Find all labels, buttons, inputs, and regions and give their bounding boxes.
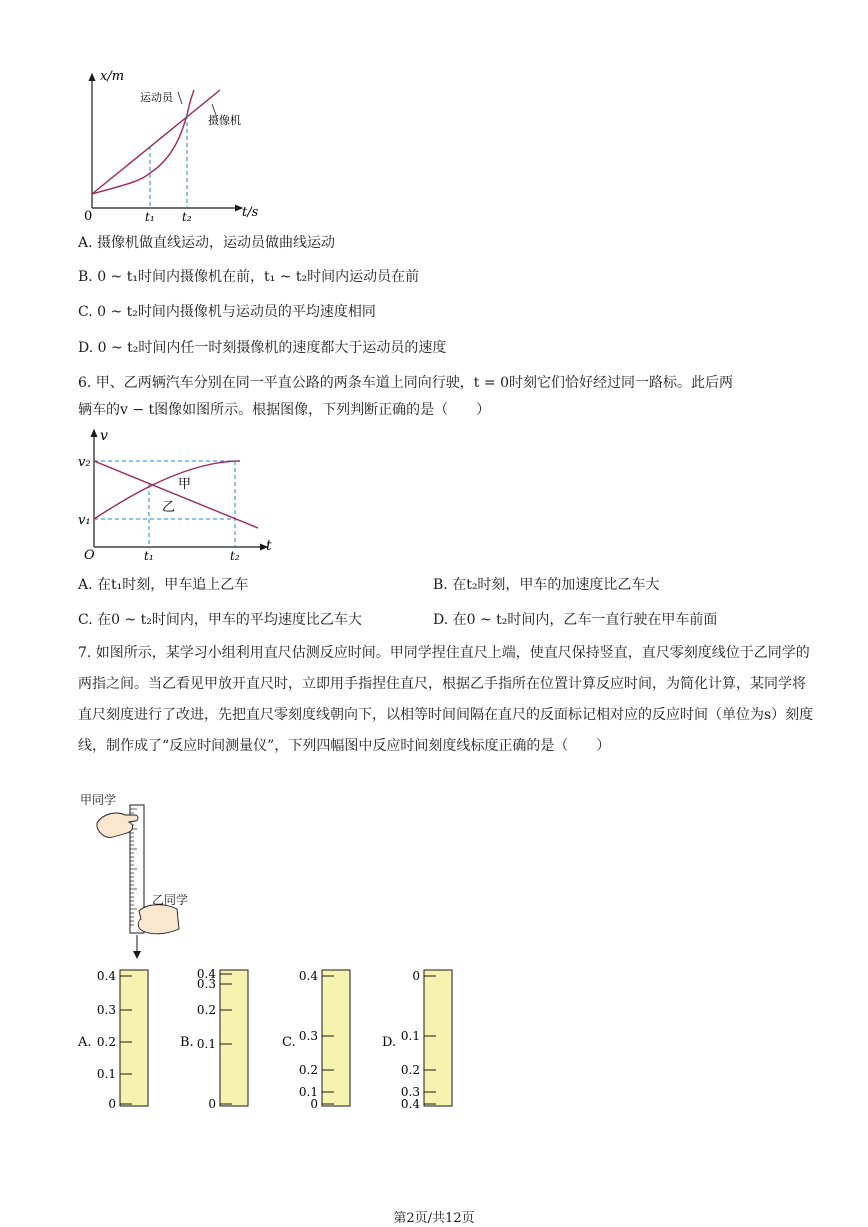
q6-option-c: C. 在0 ~ t₂时间内，甲车的平均速度比乙车大 — [78, 612, 362, 628]
ruler-scale-label: 0.4 — [298, 969, 318, 983]
q5-label-athlete: 运动员 — [140, 91, 173, 104]
q6-option-b: B. 在t₂时刻，甲车的加速度比乙车大 — [433, 577, 660, 593]
q6-jia-line — [94, 461, 258, 528]
q6-option-a: A. 在t₁时刻，甲车追上乙车 — [78, 577, 249, 593]
q5-athlete-curve — [92, 90, 194, 194]
q7-option-letter: C. — [282, 1035, 296, 1050]
q5-label-camera: 摄像机 — [208, 114, 241, 127]
ruler-scale-label: 0.2 — [400, 1063, 420, 1077]
q7-option-letter: A. — [78, 1035, 92, 1050]
q6-jia-label: 甲 — [178, 477, 192, 492]
q6-v1-label: v₁ — [78, 513, 91, 528]
q5-option-c: C. 0 ~ t₂时间内摄像机与运动员的平均速度相同 — [78, 304, 376, 320]
q7-hand-bottom — [138, 905, 179, 934]
q5-y-label: x/m — [100, 69, 125, 84]
ruler-scale-label: 0.4 — [400, 1097, 420, 1111]
q6-vt-graph — [72, 424, 282, 564]
ruler-scale-label: 0.3 — [196, 977, 216, 991]
ruler-body — [424, 970, 452, 1106]
q5-xt-graph — [70, 60, 280, 225]
q6-y-label: v — [100, 428, 108, 444]
ruler-scale-label: 0.4 — [96, 969, 116, 983]
q7-option-ruler-c — [282, 966, 392, 1111]
ruler-scale-label: 0 — [310, 1097, 318, 1111]
ruler-scale-label: 0.3 — [96, 1003, 116, 1017]
q7-option-ruler-d — [382, 966, 492, 1111]
q7-label-yi: 乙同学 — [152, 893, 189, 907]
ruler-scale-label: 0.1 — [96, 1067, 116, 1081]
ruler-scale-label: 0.2 — [96, 1035, 116, 1049]
ruler-scale-label: 0.2 — [298, 1063, 318, 1077]
ruler-scale-label: 0.4 — [196, 967, 216, 981]
ruler-scale-label: 0.3 — [298, 1029, 318, 1043]
q6-t2-label: t₂ — [230, 549, 240, 563]
q7-option-ruler-a — [78, 966, 188, 1111]
ruler-scale-label: 0.2 — [196, 1003, 216, 1017]
q6-stem-line1: 6. 甲、乙两辆汽车分别在同一平直公路的两条车道上同向行驶，t = 0时刻它们恰好经过同一路标。此后两 — [78, 375, 733, 391]
q6-x-label: t — [266, 538, 272, 554]
page-footer: 第2页/共12页 — [393, 1211, 475, 1226]
q7-option-letter: B. — [180, 1035, 194, 1050]
q6-t1-label: t₁ — [144, 549, 154, 563]
q7-stem: 7. 如图所示，某学习小组利用直尺估测反应时间。甲同学捏住直尺上端，使直尺保持竖直，直尺零刻度线位于乙同学的两指之间。当乙看见甲放开直尺时，立即用手指捏住直尺，根据乙手指所在位置计算反应时间，为简化计算，某同学将直尺刻度进行了改进，先把直尺零刻度线朝向下，以相等时间间隔在直尺的反面标记相对应的反应时间（单位为s）刻度线，制作成了“反应时间测量仪”，下列四幅图中反应时间刻度线标度正确的是（ ） — [78, 645, 814, 754]
q7-option-letter: D. — [382, 1035, 397, 1050]
q5-camera-line — [92, 90, 220, 194]
q5-option-b: B. 0 ~ t₁时间内摄像机在前，t₁ ~ t₂时间内运动员在前 — [78, 269, 420, 285]
ruler-scale-label: 0 — [208, 1097, 216, 1111]
ruler-scale-label: 0 — [412, 969, 420, 983]
ruler-body — [120, 970, 148, 1106]
q6-stem-line2: 辆车的v − t图像如图所示。根据图像，下列判断正确的是（ ） — [78, 402, 491, 418]
ruler-scale-label: 0 — [108, 1097, 116, 1111]
q5-tick-t1: t₁ — [145, 210, 155, 224]
q6-v2-label: v₂ — [78, 455, 91, 470]
q7-ruler-illustration — [95, 803, 205, 963]
ruler-scale-label: 0.1 — [196, 1037, 216, 1051]
q5-origin: 0 — [84, 209, 93, 224]
q5-x-label: t/s — [242, 205, 259, 220]
ruler-scale-label: 0.1 — [298, 1085, 318, 1099]
ruler-body — [220, 970, 248, 1106]
q7-option-ruler-b — [180, 966, 290, 1111]
ruler-body — [322, 970, 350, 1106]
q5-tick-t2: t₂ — [182, 210, 192, 224]
q6-origin: O — [84, 548, 95, 563]
q6-option-d: D. 在0 ~ t₂时间内，乙车一直行驶在甲车前面 — [433, 612, 718, 628]
q6-yi-label: 乙 — [162, 500, 176, 515]
q5-option-d: D. 0 ~ t₂时间内任一时刻摄像机的速度都大于运动员的速度 — [78, 340, 447, 356]
q5-option-a: A. 摄像机做直线运动，运动员做曲线运动 — [78, 235, 336, 251]
ruler-scale-label: 0.3 — [400, 1085, 420, 1099]
ruler-scale-label: 0.1 — [400, 1029, 420, 1043]
q7-label-jia: 甲同学 — [80, 793, 117, 807]
